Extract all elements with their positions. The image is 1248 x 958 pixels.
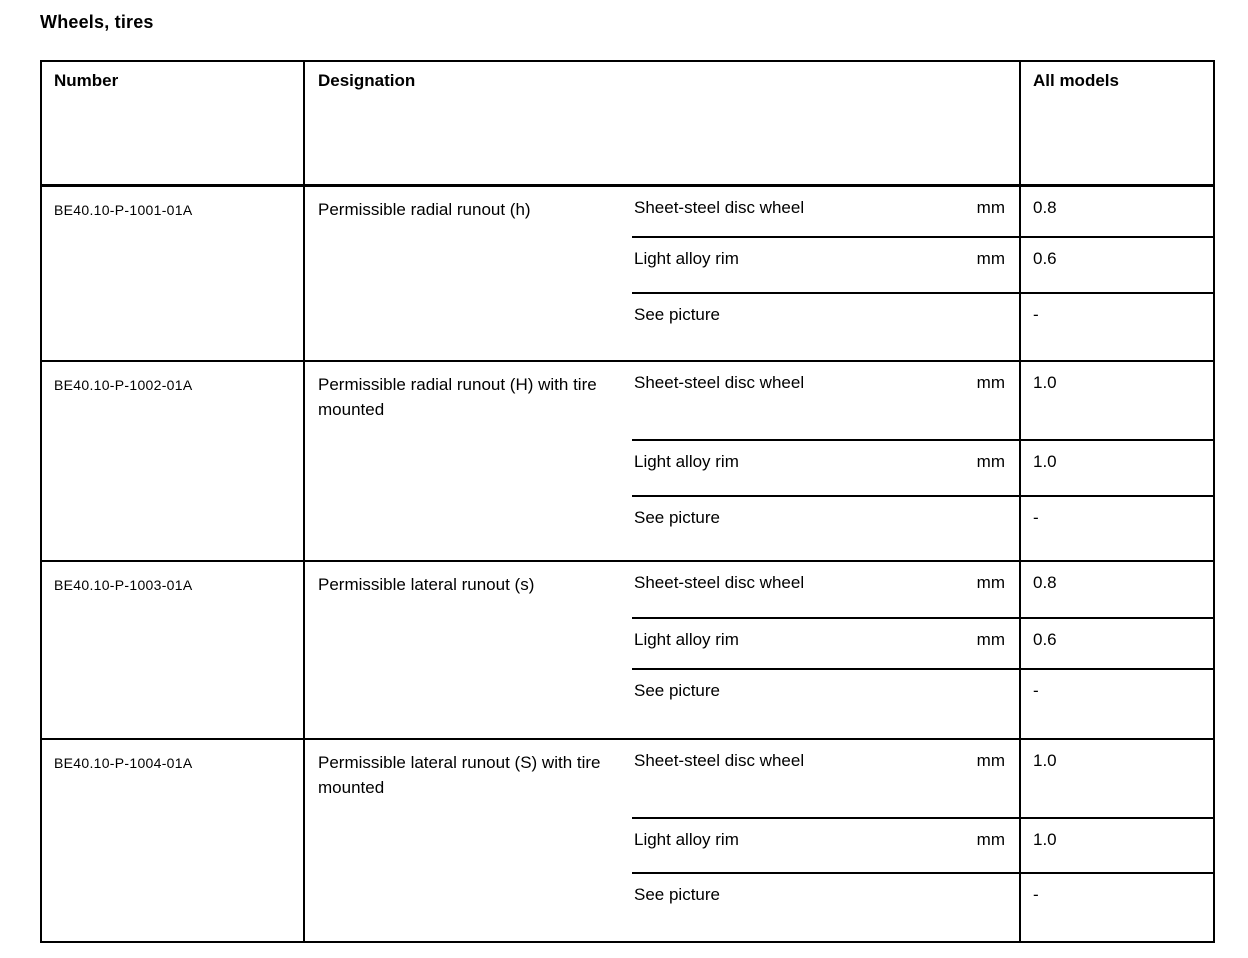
designation-cell: Permissible lateral runout (S) with tire mounted — [318, 753, 601, 797]
designation-cell: Permissible radial runout (H) with tire mounted — [318, 375, 597, 419]
spec-item-cell — [632, 562, 1019, 617]
spec-value: 0.6 — [1019, 238, 1213, 292]
spec-subrow — [632, 238, 1213, 294]
spec-subrow — [632, 619, 1213, 670]
spec-sub-area — [632, 562, 1213, 738]
spec-item-cell — [632, 819, 1019, 872]
number-cell: BE40.10-P-1004-01A — [42, 740, 305, 941]
spec-item-label: Light alloy rim — [634, 630, 739, 649]
spec-subrow — [632, 497, 1213, 560]
header-designation: Designation — [318, 71, 416, 90]
table-row — [42, 187, 1213, 362]
spec-table — [40, 60, 1215, 943]
spec-value: - — [1019, 670, 1213, 738]
table-row — [42, 362, 1213, 562]
spec-value: 0.8 — [1019, 187, 1213, 236]
table-row — [42, 740, 1213, 941]
spec-value: 1.0 — [1019, 819, 1213, 872]
number-cell: BE40.10-P-1002-01A — [42, 362, 305, 560]
number-cell: BE40.10-P-1003-01A — [42, 562, 305, 738]
spec-item-cell — [632, 497, 1019, 560]
spec-item-label: Light alloy rim — [634, 830, 739, 849]
spec-subrow — [632, 819, 1213, 874]
designation-cell: Permissible lateral runout (s) — [318, 575, 535, 594]
spec-subrow — [632, 187, 1213, 238]
spec-unit: mm — [976, 751, 1005, 770]
spec-unit: mm — [976, 452, 1005, 471]
spec-item-cell — [632, 619, 1019, 668]
spec-item-label: Sheet-steel disc wheel — [634, 373, 805, 392]
spec-subrow — [632, 294, 1213, 360]
spec-item-label: Sheet-steel disc wheel — [634, 198, 805, 217]
spec-item-label: Sheet-steel disc wheel — [634, 751, 805, 770]
page-title: Wheels, tires — [40, 12, 154, 32]
spec-item-cell — [632, 187, 1019, 236]
spec-unit: mm — [976, 573, 1005, 592]
spec-value: - — [1019, 497, 1213, 560]
number-cell: BE40.10-P-1001-01A — [42, 187, 305, 360]
spec-value: 1.0 — [1019, 740, 1213, 817]
spec-item-label: See picture — [634, 885, 720, 904]
spec-item-cell — [632, 441, 1019, 495]
designation-cell: Permissible radial runout (h) — [318, 200, 531, 219]
spec-value: - — [1019, 294, 1213, 360]
spec-sub-area — [632, 362, 1213, 560]
spec-sub-area — [632, 740, 1213, 941]
spec-item-cell — [632, 238, 1019, 292]
header-all-models: All models — [1019, 62, 1213, 184]
spec-item-label: See picture — [634, 508, 720, 527]
spec-item-label: Light alloy rim — [634, 452, 739, 471]
spec-item-label: See picture — [634, 305, 720, 324]
spec-item-label: See picture — [634, 681, 720, 700]
spec-subrow — [632, 441, 1213, 497]
table-row — [42, 562, 1213, 740]
spec-value: - — [1019, 874, 1213, 941]
spec-unit: mm — [976, 630, 1005, 649]
spec-item-cell — [632, 294, 1019, 360]
spec-sub-area — [632, 187, 1213, 360]
spec-item-cell — [632, 670, 1019, 738]
spec-subrow — [632, 562, 1213, 619]
spec-value: 0.8 — [1019, 562, 1213, 617]
spec-item-label: Light alloy rim — [634, 249, 739, 268]
spec-item-cell — [632, 362, 1019, 439]
spec-unit: mm — [976, 249, 1005, 268]
spec-item-label: Sheet-steel disc wheel — [634, 573, 805, 592]
spec-subrow — [632, 670, 1213, 738]
spec-subrow — [632, 362, 1213, 441]
spec-unit: mm — [976, 198, 1005, 217]
spec-subrow — [632, 740, 1213, 819]
spec-subrow — [632, 874, 1213, 941]
spec-item-cell — [632, 874, 1019, 941]
header-row — [42, 62, 1213, 187]
spec-value: 1.0 — [1019, 362, 1213, 439]
spec-unit: mm — [976, 373, 1005, 392]
header-number: Number — [42, 62, 305, 184]
spec-item-cell — [632, 740, 1019, 817]
spec-value: 0.6 — [1019, 619, 1213, 668]
spec-unit: mm — [976, 830, 1005, 849]
spec-value: 1.0 — [1019, 441, 1213, 495]
